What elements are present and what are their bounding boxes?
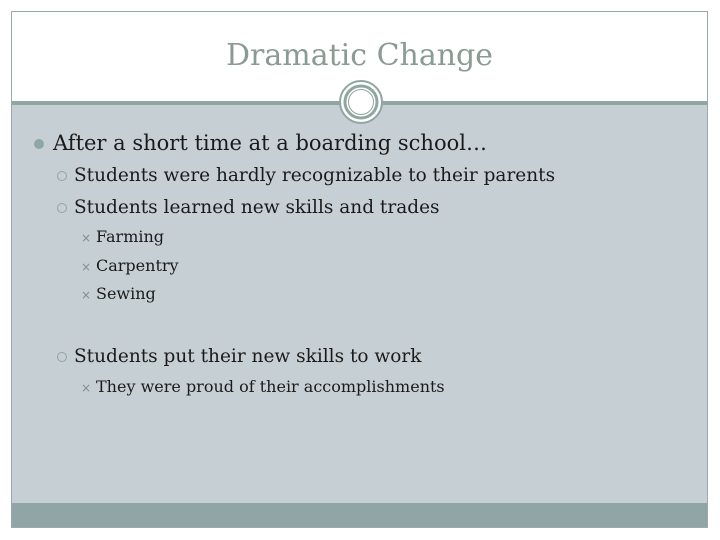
filled-circle-bullet-icon [34,139,44,149]
ring-ornament-icon [338,79,384,125]
list-item: Sewing [96,284,156,303]
list-item: They were proud of their accomplishments [96,377,445,396]
x-mark-bullet-icon: × [81,231,92,245]
x-mark-bullet-icon: × [81,288,92,302]
x-mark-bullet-icon: × [81,260,92,274]
bullet-main: After a short time at a boarding school… [53,131,487,155]
list-item: Carpentry [96,256,179,275]
list-item: Farming [96,227,165,246]
slide [11,11,708,528]
hollow-circle-bullet-icon [57,203,67,213]
bullet-sub-2: Students learned new skills and trades [74,197,440,218]
hollow-circle-bullet-icon [57,171,67,181]
slide-title: Dramatic Change [225,38,494,73]
hollow-circle-bullet-icon [57,352,67,362]
x-mark-bullet-icon: × [81,381,92,395]
bullet-sub-3: Students put their new skills to work [74,346,422,367]
bullet-sub-1: Students were hardly recognizable to their parents [74,165,556,186]
footer-band [12,503,707,527]
